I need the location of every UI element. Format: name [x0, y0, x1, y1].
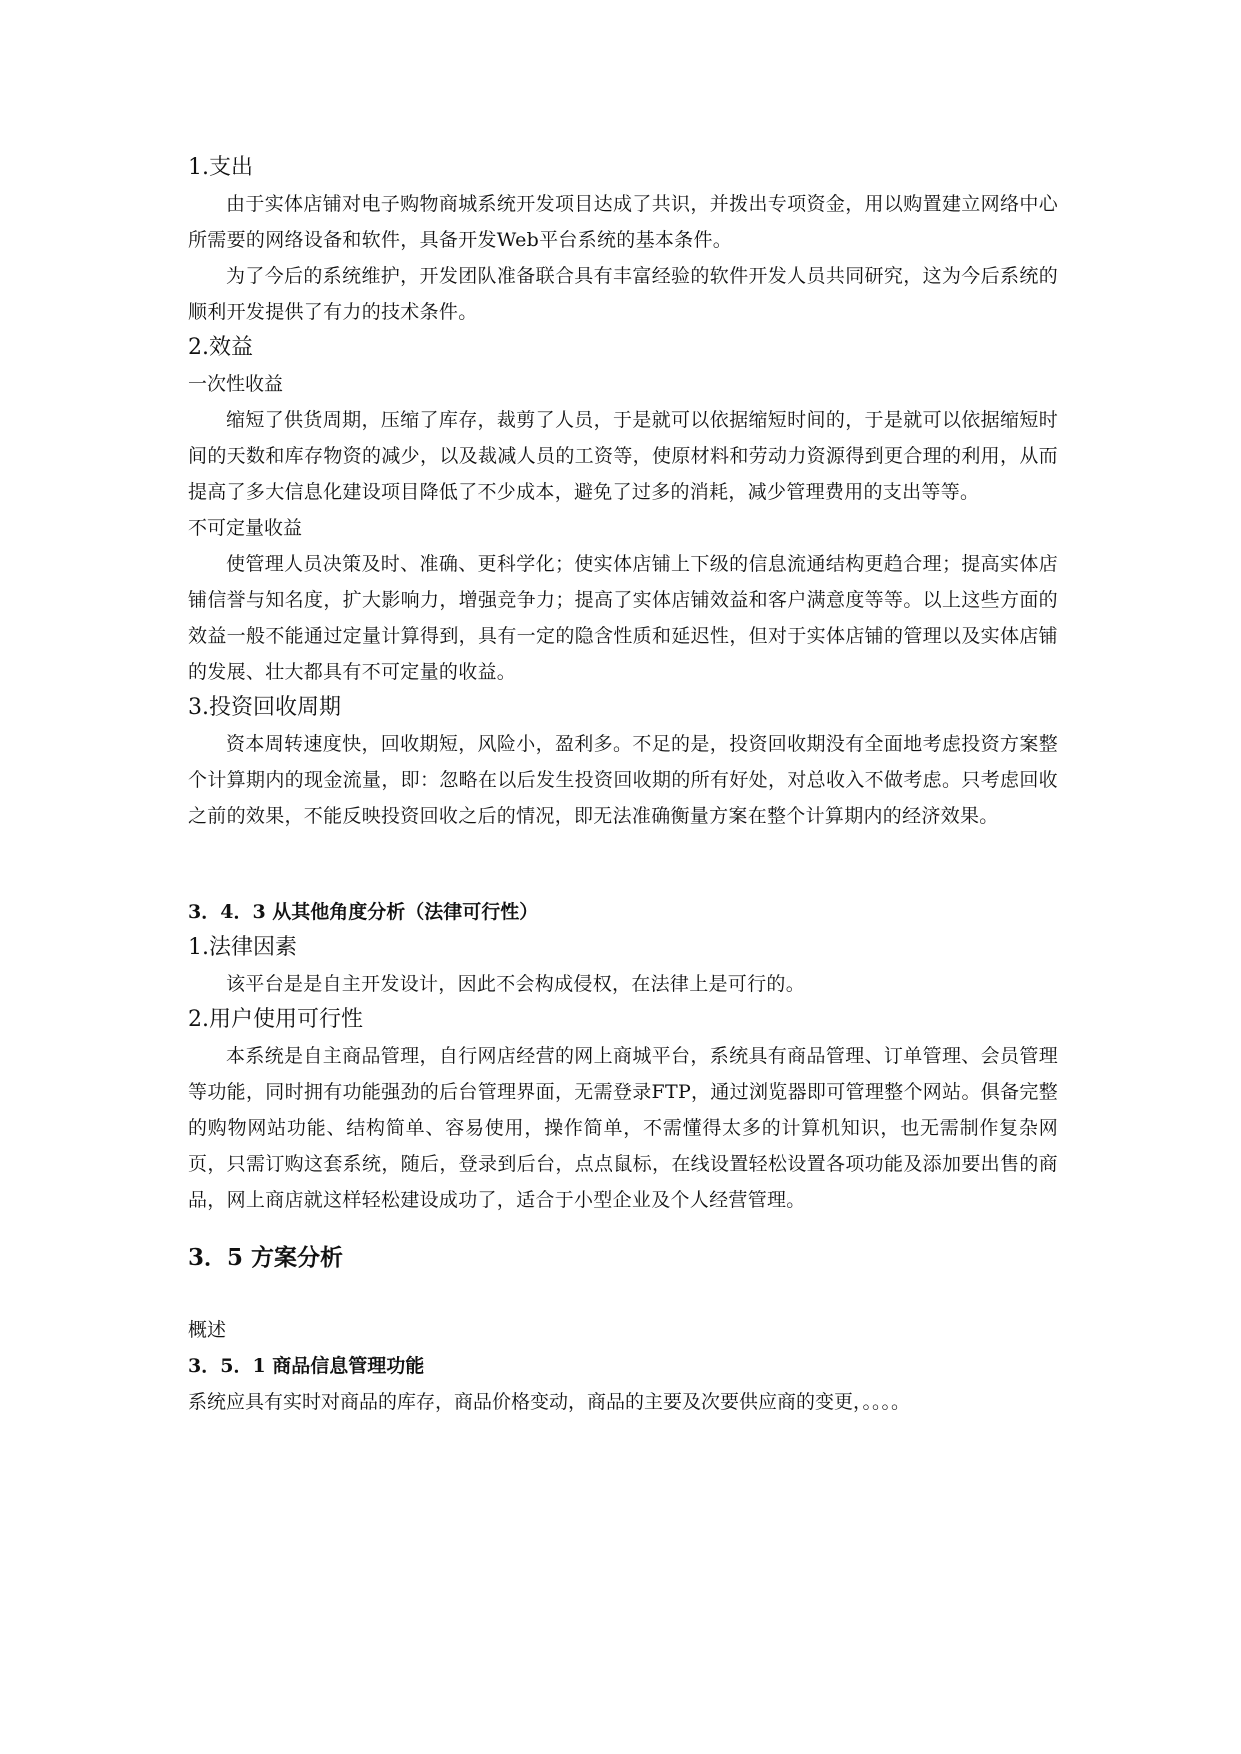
heading-legal-factors: 1.法律因素	[188, 935, 297, 960]
heading-benefit: 2.效益	[188, 335, 253, 360]
paragraph: 为了今后的系统维护，开发团队准备联合具有丰富经验的软件开发人员共同研究，这为今后系统的顺利开发提供了有力的技术条件。	[188, 265, 1058, 323]
section-title-3-5: 3．5 方案分析	[188, 1244, 344, 1271]
paragraph: 缩短了供货周期，压缩了库存，裁剪了人员，于是就可以依据缩短时间的，于是就可以依据缩短时间的天数和库存物资的减少，以及裁减人员的工资等，使原材料和劳动力资源得到更合理的利用，从而提高了多大信息化建设项目降低了不少成本，避免了过多的消耗，减少管理费用的支出等等。	[188, 409, 1058, 503]
spacer	[188, 1218, 1058, 1238]
paragraph: 由于实体店铺对电子购物商城系统开发项目达成了共识，并拨出专项资金，用以购置建立网络中心所需要的网络设备和软件，具备开发Web平台系统的基本条件。	[188, 193, 1058, 251]
spacer	[188, 834, 1058, 894]
paragraph: 资本周转速度快，回收期短，风险小，盈利多。不足的是，投资回收期没有全面地考虑投资方案整个计算期内的现金流量，即：忽略在以后发生投资回收期的所有好处，对总收入不做考虑。只考虑回收之前的效果，不能反映投资回收之后的情况，即无法准确衡量方案在整个计算期内的经济效果。	[188, 733, 1058, 827]
subheading-one-time-benefit: 一次性收益	[188, 373, 284, 395]
paragraph: 本系统是自主商品管理，自行网店经营的网上商城平台，系统具有商品管理、订单管理、会员管理等功能，同时拥有功能强劲的后台管理界面，无需登录FTP，通过浏览器即可管理整个网站。俱备完整的购物网站功能、结构简单、容易使用，操作简单，不需懂得太多的计算机知识，也无需制作复杂网页，只需订购这套系统，随后，登录到后台，点点鼠标，在线设置轻松设置各项功能及添加要出售的商品，网上商店就这样轻松建设成功了，适合于小型企业及个人经营管理。	[188, 1045, 1058, 1211]
section-title-3-5-1: 3．5．1 商品信息管理功能	[188, 1355, 425, 1377]
spacer	[188, 1278, 1058, 1312]
section-title-3-4-3: 3．4．3 从其他角度分析（法律可行性）	[188, 901, 539, 923]
heading-payback-period: 3.投资回收周期	[188, 695, 341, 720]
overview-label: 概述	[188, 1319, 227, 1341]
heading-user-feasibility: 2.用户使用可行性	[188, 1007, 363, 1032]
heading-expenditure: 1.支出	[188, 155, 253, 180]
document-page	[188, 150, 1058, 1420]
paragraph: 该平台是是自主开发设计，因此不会构成侵权，在法律上是可行的。	[226, 973, 806, 995]
subheading-unquantifiable-benefit: 不可定量收益	[188, 517, 303, 539]
paragraph: 系统应具有实时对商品的库存，商品价格变动，商品的主要及次要供应商的变更，。。。。	[188, 1391, 911, 1413]
paragraph: 使管理人员决策及时、准确、更科学化；使实体店铺上下级的信息流通结构更趋合理；提高实体店铺信誉与知名度，扩大影响力，增强竞争力；提高了实体店铺效益和客户满意度等等。以上这些方面的效益一般不能通过定量计算得到，具有一定的隐含性质和延迟性，但对于实体店铺的管理以及实体店铺的发展、壮大都具有不可定量的收益。	[188, 553, 1058, 683]
